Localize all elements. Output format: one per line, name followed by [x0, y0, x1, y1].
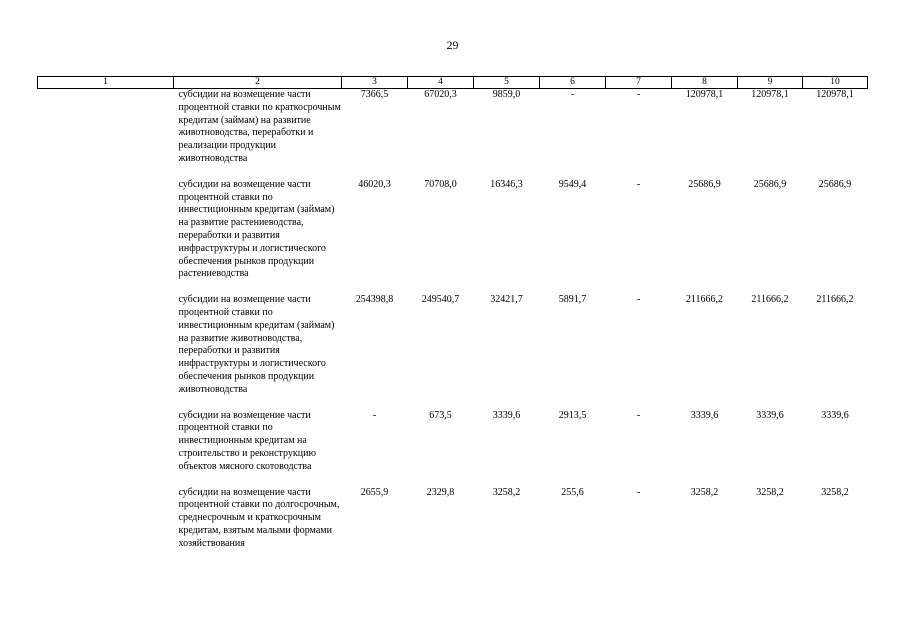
value-cell: 211666,2	[685, 294, 724, 306]
value-cell: 3339,6	[756, 409, 784, 421]
value-cell: 46020,3	[358, 178, 391, 190]
value-cell: -	[636, 89, 641, 100]
row-description: субсидии на возмещение части процентной ставки по краткосрочным кредитам (займам) на развитие животноводства, переработки и реализации продукции животноводства	[178, 89, 341, 164]
column-header: 2	[174, 77, 342, 89]
row-description: субсидии на возмещение части процентной ставки по инвестиционным кредитам (займам) на развитие животноводства, переработки и развития инфраструктуры и логистического обеспечения рынков продукции животноводства	[178, 294, 335, 395]
row-description: субсидии на возмещение части процентной ставки по долгосрочным, среднесрочным и краткосрочным кредитам, взятым малыми формами хозяйствования	[178, 486, 340, 549]
value-cell: 25686,9	[753, 178, 787, 190]
table-row	[38, 89, 868, 179]
value-cell: 120978,1	[685, 89, 724, 100]
value-cell: 673,5	[429, 409, 452, 421]
value-cell: -	[636, 178, 641, 190]
column-header: 10	[803, 77, 868, 89]
data-table	[37, 76, 868, 564]
column-header: 5	[474, 77, 540, 89]
value-cell: -	[636, 486, 641, 498]
value-cell: 3258,2	[821, 486, 849, 498]
row-number-cell	[38, 89, 174, 179]
header-row	[38, 77, 868, 89]
value-cell: 2329,8	[426, 486, 455, 498]
value-cell: 120978,1	[816, 89, 854, 100]
value-cell: -	[372, 409, 377, 421]
value-cell: 255,6	[561, 486, 584, 498]
column-header: 9	[738, 77, 803, 89]
value-cell: 16346,3	[490, 178, 523, 190]
row-number-cell	[38, 294, 174, 409]
column-header: 8	[672, 77, 738, 89]
column-header: 3	[342, 77, 408, 89]
value-cell: 249540,7	[421, 294, 460, 306]
value-cell: 3258,2	[690, 486, 719, 498]
row-description: субсидии на возмещение части процентной ставки по инвестиционным кредитам (займам) на развитие растениеводства, переработки и развития инфраструктуры и логистического обеспечения рынков продукции растениеводства	[178, 178, 335, 280]
value-cell: -	[570, 89, 575, 100]
value-cell: 67020,3	[424, 89, 457, 100]
value-cell: -	[636, 409, 641, 421]
value-cell: 2655,9	[360, 486, 389, 498]
value-cell: 3339,6	[492, 409, 521, 421]
column-header: 1	[38, 77, 174, 89]
value-cell: -	[636, 294, 641, 306]
value-cell: 211666,2	[751, 294, 789, 306]
page-number: 29	[446, 38, 459, 52]
table-row	[38, 294, 868, 409]
value-cell: 9549,4	[558, 178, 587, 190]
row-number-cell	[38, 410, 174, 487]
row-number-cell	[38, 179, 174, 294]
value-cell: 25686,9	[818, 178, 852, 190]
table-row	[38, 179, 868, 294]
value-cell: 2913,5	[558, 409, 587, 421]
value-cell: 9859,0	[492, 89, 521, 100]
value-cell: 3339,6	[821, 409, 849, 421]
value-cell: 7366,5	[360, 89, 389, 100]
value-cell: 211666,2	[816, 294, 854, 306]
row-description: субсидии на возмещение части процентной ставки по инвестиционным кредитам на строительство и реконструкцию объектов мясного скотоводства	[178, 409, 316, 472]
value-cell: 32421,7	[490, 294, 523, 306]
table-body	[38, 89, 868, 564]
table-row	[38, 487, 868, 564]
column-header: 6	[540, 77, 606, 89]
table-row	[38, 410, 868, 487]
value-cell: 3258,2	[756, 486, 784, 498]
column-header: 7	[606, 77, 672, 89]
value-cell: 3258,2	[492, 486, 521, 498]
row-number-cell	[38, 487, 174, 564]
table-header	[38, 77, 868, 89]
value-cell: 70708,0	[424, 178, 457, 190]
column-header: 4	[408, 77, 474, 89]
value-cell: 5891,7	[558, 294, 587, 306]
value-cell: 254398,8	[355, 294, 394, 306]
value-cell: 3339,6	[690, 409, 719, 421]
value-cell: 25686,9	[688, 178, 721, 190]
value-cell: 120978,1	[751, 89, 789, 100]
